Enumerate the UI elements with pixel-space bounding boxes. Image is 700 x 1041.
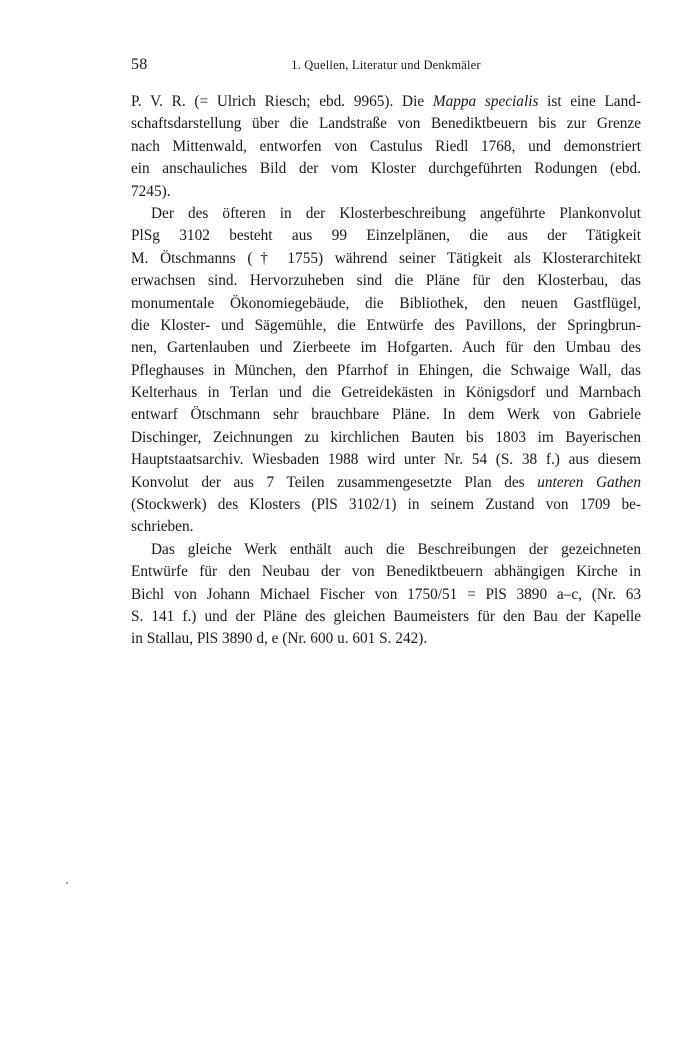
text-line xyxy=(131,315,641,337)
text-line xyxy=(131,427,641,449)
running-head: 1. Quellen, Literatur und Denkmäler xyxy=(291,58,481,72)
text-segment: S. 141 f.) und der Pläne des gleichen Baumeisters für den Bau der Kapelle xyxy=(131,607,641,625)
text-line xyxy=(131,472,641,494)
italic-term: unteren Gathen xyxy=(537,473,641,491)
text-line xyxy=(131,91,641,113)
stray-mark xyxy=(66,882,68,884)
text-segment: entwarf Ötschmann sehr brauchbare Pläne. In dem Werk von Gabriele xyxy=(131,406,641,424)
text-segment: Hauptstaatsarchiv. Wiesbaden 1988 wird unter Nr. 54 (S. 38 f.) aus diesem xyxy=(131,451,641,469)
text-segment: die Kloster- und Sägemühle, die Entwürfe des Pavillons, der Springbrun- xyxy=(131,316,641,334)
text-segment: Entwürfe für den Neubau der von Benediktbeuern abhängigen Kirche in xyxy=(131,563,641,581)
page-number: 58 xyxy=(131,56,148,73)
text-segment: Konvolut der aus 7 Teilen zusammengesetzte Plan des xyxy=(131,473,538,491)
text-line xyxy=(131,561,641,583)
text-line xyxy=(131,337,641,359)
text-segment: Der des öfteren in der Klosterbeschreibung angeführte Plankonvolut xyxy=(151,204,641,222)
text-line xyxy=(131,293,641,315)
text-segment: schaftsdarstellung über die Landstraße von Benediktbeuern bis zur Grenze xyxy=(131,115,641,133)
text-segment: erwachsen sind. Hervorzuheben sind die Pläne für den Klosterbau, das xyxy=(131,272,641,290)
text-line xyxy=(131,494,641,516)
body-text xyxy=(131,91,641,651)
text-line xyxy=(131,158,641,180)
text-line xyxy=(131,404,641,426)
text-line xyxy=(131,203,641,225)
text-segment: 7245). xyxy=(131,182,171,200)
text-segment: (Stockwerk) des Klosters (PlS 3102/1) in seinem Zustand von 1709 be- xyxy=(131,496,641,514)
text-segment: nach Mittenwald, entworfen von Castulus Riedl 1768, und demonstriert xyxy=(131,137,641,155)
text-line xyxy=(131,248,641,270)
text-line xyxy=(131,539,641,561)
text-segment: schrieben. xyxy=(131,518,194,536)
text-line xyxy=(131,113,641,135)
text-line xyxy=(131,225,641,247)
text-line xyxy=(131,449,641,471)
text-line xyxy=(131,516,641,538)
page-header xyxy=(131,56,641,78)
text-line xyxy=(131,136,641,158)
text-segment: nen, Gartenlauben und Zierbeete im Hofgarten. Auch für den Umbau des xyxy=(131,339,641,357)
text-line xyxy=(131,628,641,650)
text-line xyxy=(131,606,641,628)
text-segment: PlSg 3102 besteht aus 99 Einzelplänen, die aus der Tätigkeit xyxy=(131,227,641,245)
text-segment: Dischinger, Zeichnungen zu kirchlichen Bauten bis 1803 im Bayerischen xyxy=(131,428,641,446)
text-segment: Kelterhaus in Terlan und die Getreidekästen in Königsdorf und Marnbach xyxy=(131,384,641,402)
text-segment: Pfleghauses in München, den Pfarrhof in Ehingen, die Schwaige Wall, das xyxy=(131,361,641,379)
text-segment: P. V. R. (= Ulrich Riesch; ebd. 9965). Die xyxy=(131,93,433,110)
text-segment: in Stallau, PlS 3890 d, e (Nr. 600 u. 601 S. 242). xyxy=(131,630,428,648)
text-segment: M. Ötschmanns († 1755) während seiner Tätigkeit als Klosterarchitekt xyxy=(131,249,641,267)
text-segment: monumentale Ökonomiegebäude, die Bibliothek, den neuen Gastflügel, xyxy=(131,294,641,312)
text-line xyxy=(131,270,641,292)
text-line xyxy=(131,382,641,404)
text-segment: Bichl von Johann Michael Fischer von 1750/51 = PlS 3890 a–c, (Nr. 63 xyxy=(131,585,641,603)
text-line xyxy=(131,584,641,606)
text-segment: ist eine Land- xyxy=(538,93,641,110)
text-segment: ein anschauliches Bild der vom Kloster durchgeführten Rodungen (ebd. xyxy=(131,160,641,178)
text-line xyxy=(131,360,641,382)
italic-term: Mappa specialis xyxy=(432,93,539,110)
text-line xyxy=(131,181,641,203)
text-segment: Das gleiche Werk enthält auch die Beschreibungen der gezeichneten xyxy=(151,540,641,558)
